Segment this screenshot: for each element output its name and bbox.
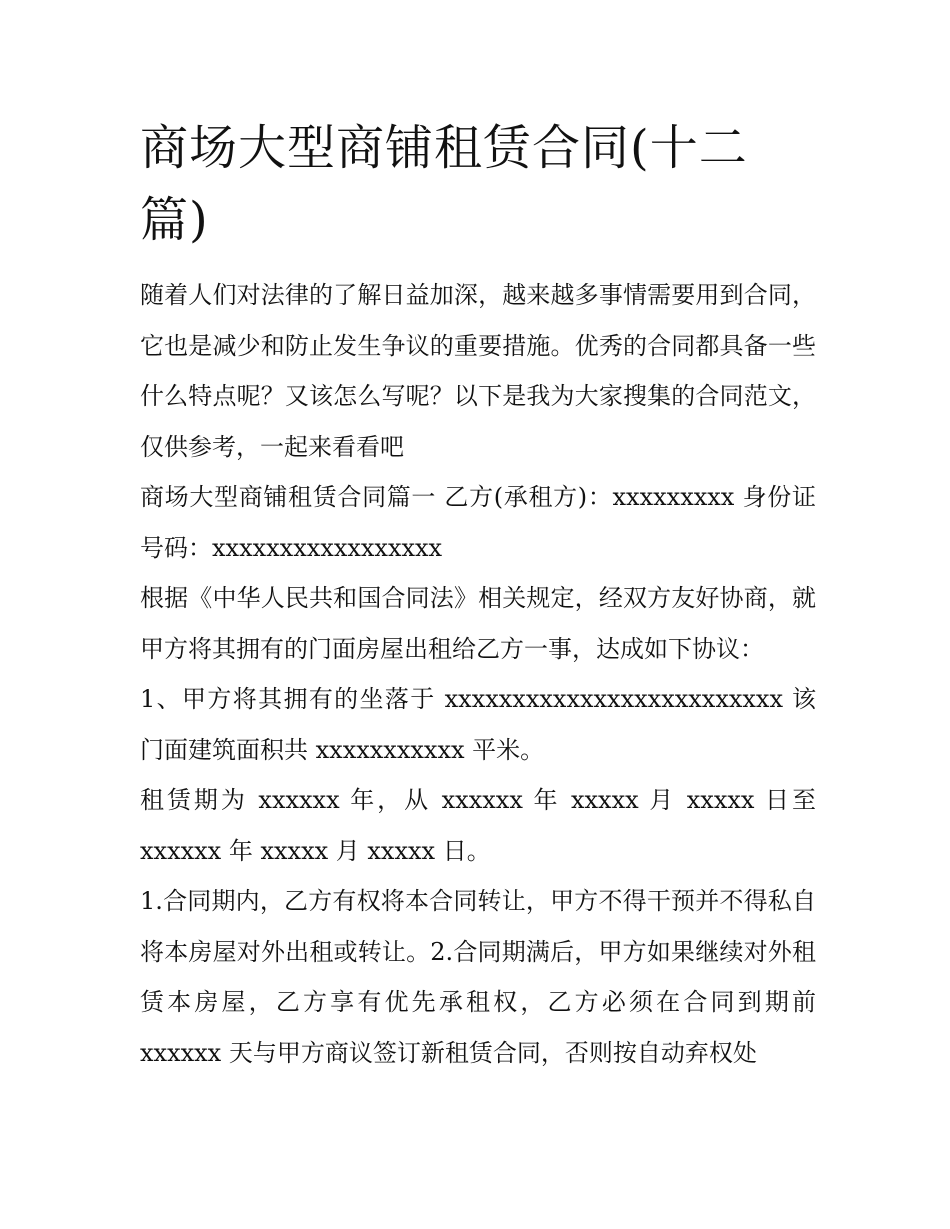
paragraph-intro: 随着人们对法律的了解日益加深，越来越多事情需要用到合同，它也是减少和防止发生争议的重要措施。优秀的合同都具备一些什么特点呢？又该怎么写呢？以下是我为大家搜集的合同范文，仅供参考，一起来看看吧 <box>140 281 816 461</box>
paragraph-clause-location: 1、甲方将其拥有的坐落于 xxxxxxxxxxxxxxxxxxxxxxxxx 该门面建筑面积共 xxxxxxxxxxx 平米。 <box>140 685 816 764</box>
document-body <box>140 112 816 1078</box>
paragraph-party-info: 商场大型商铺租赁合同篇一 乙方(承租方)：xxxxxxxxx 身份证号码：xxxxxxxxxxxxxxxxx <box>140 483 816 562</box>
paragraph-clause-transfer: 1.合同期内，乙方有权将本合同转让，甲方不得干预并不得私自将本房屋对外出租或转让。2.合同期满后，甲方如果继续对外租赁本房屋，乙方享有优先承租权，乙方必须在合同到期前 xxxxxx 天与甲方商议签订新租赁合同，否则按自动弃权处 <box>140 887 816 1067</box>
document-title: 商场大型商铺租赁合同(十二篇) <box>140 120 748 248</box>
paragraph-legal-basis: 根据《中华人民共和国合同法》相关规定，经双方友好协商，就甲方将其拥有的门面房屋出租给乙方一事，达成如下协议： <box>140 584 816 663</box>
paragraph-lease-term: 租赁期为 xxxxxx 年，从 xxxxxx 年 xxxxx 月 xxxxx 日至 xxxxxx 年 xxxxx 月 xxxxx 日。 <box>140 786 816 865</box>
